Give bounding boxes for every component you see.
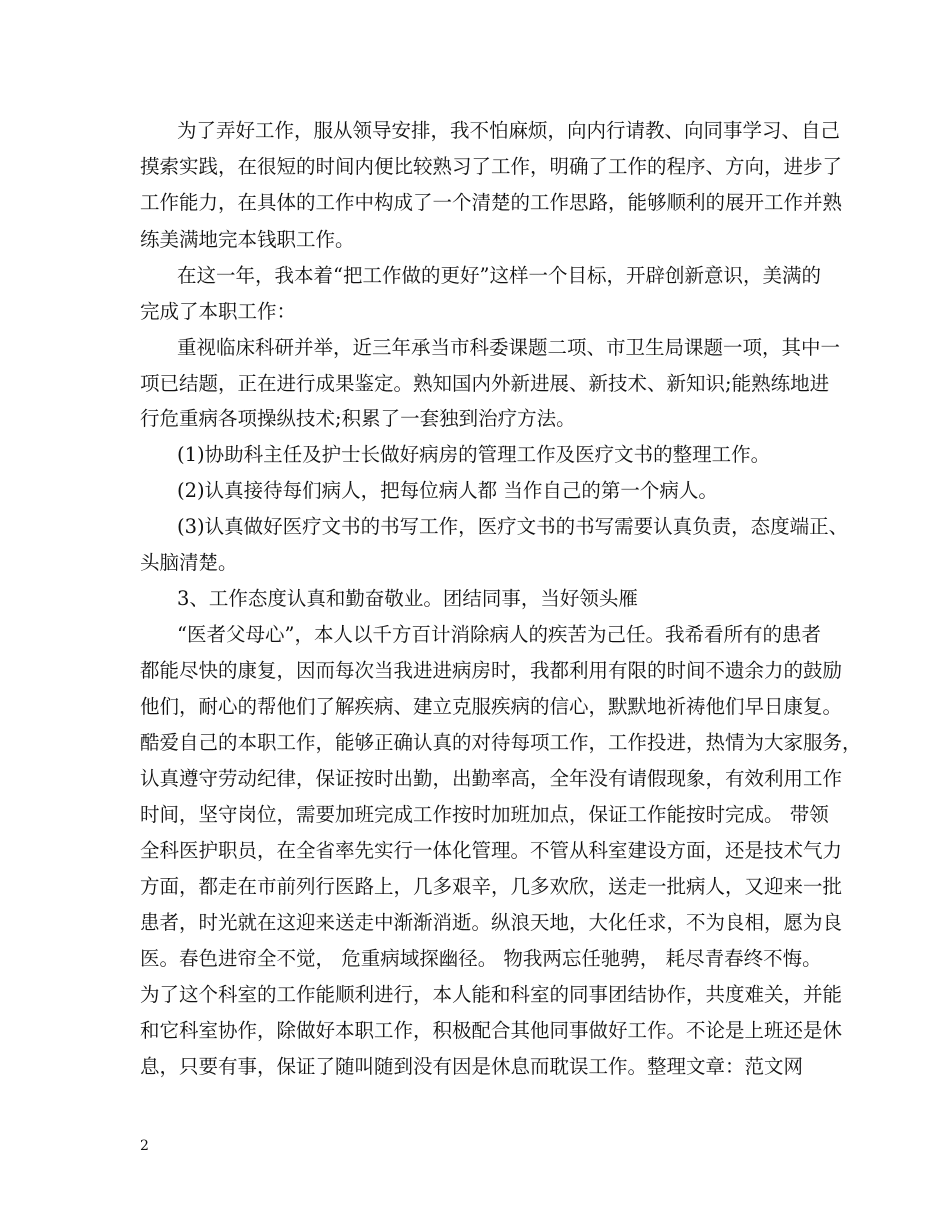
- text-line: 都能尽快的康复，因而每次当我进进病房时，我都利用有限的时间不遗余力的鼓励: [140, 659, 843, 682]
- text-line: 在这一年，我本着“把工作做的更好”这样一个目标，开辟创新意识，美满的: [177, 264, 821, 287]
- text-line: 工作能力，在具体的工作中构成了一个清楚的工作思路，能够顺利的展开工作并熟: [140, 191, 843, 214]
- text-line: 时间，坚守岗位，需要加班完成工作按时加班加点，保证工作能按时完成。 带领: [140, 803, 829, 826]
- text-line: (3)认真做好医疗文书的书写工作，医疗文书的书写需要认真负责，态度端正、: [177, 515, 849, 538]
- text-line: 摸索实践，在很短的时间内便比较熟习了工作，明确了工作的程序、方向，进步了: [140, 155, 843, 178]
- text-line: 3、工作态度认真和勤奋敬业。团结同事，当好领头雁: [177, 587, 638, 610]
- text-line: (2)认真接待每们病人，把每位病人都 当作自己的第一个病人。: [177, 479, 718, 502]
- text-line: 重视临床科研并举，近三年承当市科委课题二项、市卫生局课题一项，其中一: [177, 336, 841, 359]
- text-line: 练美满地完本钱职工作。: [140, 228, 355, 251]
- text-line: 认真遵守劳动纪律，保证按时出勤，出勤率高，全年没有请假现象，有效利用工作: [140, 767, 843, 790]
- text-line: 完成了本职工作：: [140, 300, 297, 323]
- text-line: 全科医护职员，在全省率先实行一体化管理。不管从科室建设方面，还是技术气力: [140, 839, 843, 862]
- text-line: 为了弄好工作，服从领导安排，我不怕麻烦，向内行请教、向同事学习、自己: [177, 119, 841, 142]
- text-line: 他们，耐心的帮他们了解疾病、建立克服疾病的信心，默默地祈祷他们早日康复。: [140, 695, 843, 718]
- text-line: 医。春色进帘全不觉， 危重病域探幽径。 物我两忘任驰骋， 耗尽青春终不悔。: [140, 947, 822, 970]
- text-line: 酷爱自己的本职工作，能够正确认真的对待每项工作，工作投进，热情为大家服务，: [140, 731, 862, 754]
- text-line: 头脑清楚。: [140, 551, 238, 574]
- page-number: 2: [140, 1138, 149, 1154]
- text-line: 为了这个科室的工作能顺利进行，本人能和科室的同事团结协作，共度难关，并能: [140, 983, 843, 1006]
- text-line: 和它科室协作，除做好本职工作，积极配合其他同事做好工作。不论是上班还是休: [140, 1019, 843, 1042]
- text-line: 方面，都走在市前列行医路上，几多艰辛，几多欢欣，送走一批病人，又迎来一批: [140, 875, 843, 898]
- text-line: 患者，时光就在这迎来送走中渐渐消逝。纵浪天地，大化任求，不为良相，愿为良: [140, 911, 843, 934]
- text-line: 行危重病各项操纵技术;积累了一套独到治疗方法。: [140, 407, 576, 430]
- text-line: 息，只要有事，保证了随叫随到没有因是休息而耽误工作。整理文章：范文网: [140, 1055, 804, 1078]
- text-line: 项已结题，正在进行成果鉴定。熟知国内外新进展、新技术、新知识;能熟练地进: [140, 372, 830, 395]
- text-line: (1)协助科主任及护士长做好病房的管理工作及医疗文书的整理工作。: [177, 443, 771, 466]
- text-line: “医者父母心”，本人以千方百计消除病人的疾苦为己任。我希看所有的患者: [177, 623, 821, 646]
